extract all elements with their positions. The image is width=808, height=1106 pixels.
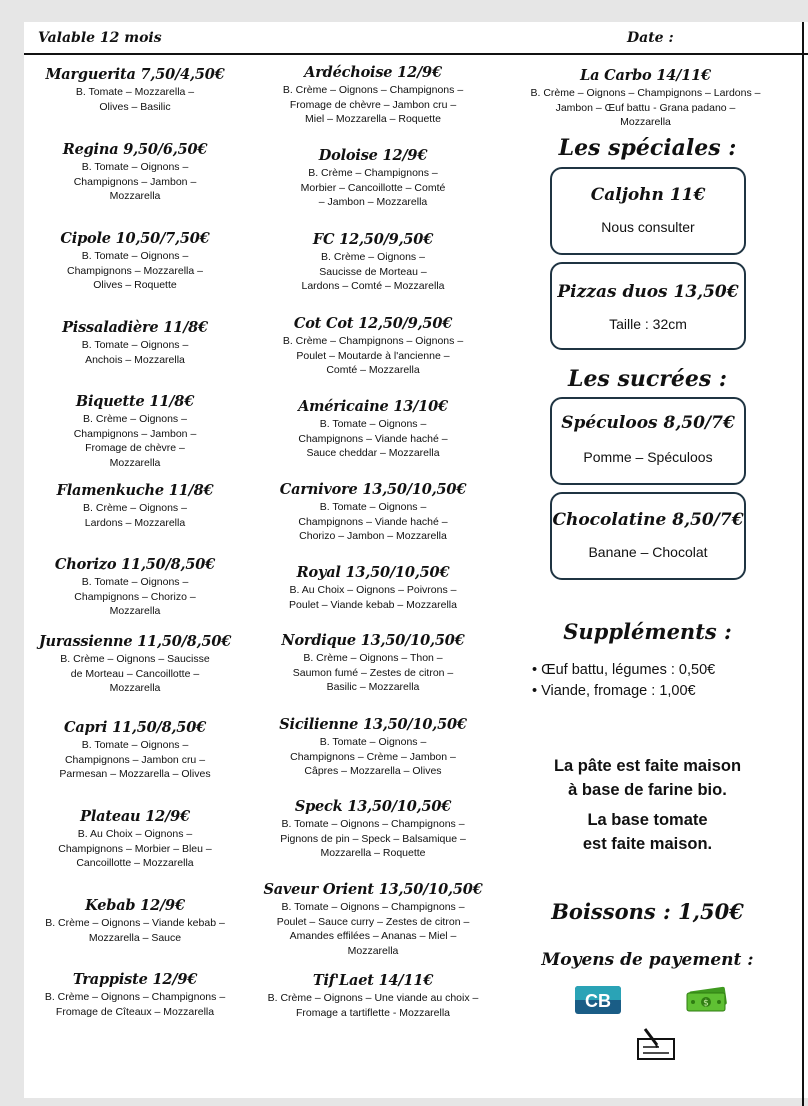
payment-heading: Moyens de payement : xyxy=(541,950,754,970)
pizza-flamenkuche xyxy=(30,482,240,530)
pizza-trappiste xyxy=(30,971,240,1019)
supplement-item: • Œuf battu, légumes : 0,50€ xyxy=(532,662,716,678)
pizza-sicilienne xyxy=(258,716,488,779)
pizza-doloise xyxy=(258,147,488,210)
card-chocolatine xyxy=(550,492,746,580)
pizza-title: Américaine 13/10€ xyxy=(298,398,448,415)
pizza-desc: B. Tomate – Oignons – Champignons – Pignons de pin – Speck – Balsamique – Mozzarella – Roquette xyxy=(280,818,466,860)
card-title: Chocolatine 8,50/7€ xyxy=(552,510,744,530)
pizza-title: Pissaladière 11/8€ xyxy=(62,319,208,336)
speciales-heading: Les spéciales : xyxy=(558,135,737,161)
pizza-title: Tif'Laet 14/11€ xyxy=(312,972,434,989)
pizza-desc: B. Crème – Oignons – Une viande au choix – Fromage a tartiflette - Mozzarella xyxy=(267,992,479,1019)
card-title: Spéculoos 8,50/7€ xyxy=(561,413,735,433)
pizza-biquette xyxy=(30,393,240,470)
pizza-desc: B. Tomate – Oignons – Champignons – Viande haché – Sauce cheddar – Mozzarella xyxy=(298,418,448,460)
pizza-title: Cot Cot 12,50/9,50€ xyxy=(293,315,453,332)
pizza-desc: B. Crème – Oignons – Champignons – Jambon – Fromage de chèvre – Mozzarella xyxy=(73,413,197,469)
pizza-desc: B. Tomate – Oignons – Champignons – Chorizo – Mozzarella xyxy=(74,576,196,618)
pizza-desc: B. Crème – Champignons – Morbier – Cancoillotte – Comté – Jambon – Mozzarella xyxy=(300,167,446,209)
pizza-capri xyxy=(30,719,240,782)
pizza-chorizo xyxy=(30,556,240,619)
pizza-title: Carnivore 13,50/10,50€ xyxy=(279,481,467,498)
sucrees-heading: Les sucrées : xyxy=(567,366,728,392)
pizza-regina xyxy=(30,141,240,204)
right-border xyxy=(802,22,804,1106)
pate-info: La pâte est faite maison à base de farine bio. xyxy=(553,757,742,799)
pizza-carnivore xyxy=(258,481,488,544)
pizza-title: Chorizo 11,50/8,50€ xyxy=(54,556,216,573)
pizza-title: Capri 11,50/8,50€ xyxy=(64,719,206,736)
pizza-speck xyxy=(258,798,488,861)
pizza-desc: B. Crème – Oignons – Thon – Saumon fumé – Zestes de citron – Basilic – Mozzarella xyxy=(292,652,454,694)
pizza-desc: B. Tomate – Oignons – Anchois – Mozzarella xyxy=(81,339,189,366)
boissons-heading: Boissons : 1,50€ xyxy=(551,899,744,924)
card-subtitle: Banane – Chocolat xyxy=(588,544,708,560)
pizza-la-carbo xyxy=(513,67,778,130)
pizza-title: Saveur Orient 13,50/10,50€ xyxy=(263,881,483,898)
pizza-title: Royal 13,50/10,50€ xyxy=(296,564,450,581)
card-subtitle: Pomme – Spéculoos xyxy=(583,449,713,465)
pizza-desc: B. Tomate – Oignons – Champignons – Jambon cru – Parmesan – Mozzarella – Olives xyxy=(59,739,211,781)
pizza-title: Cipole 10,50/7,50€ xyxy=(60,230,210,247)
card-subtitle: Taille : 32cm xyxy=(609,316,687,332)
pizza-title: Sicilienne 13,50/10,50€ xyxy=(279,716,467,733)
pizza-title: Doloise 12/9€ xyxy=(318,147,428,164)
date-label: Date : xyxy=(627,30,674,46)
pizza-royal xyxy=(258,564,488,612)
pizza-saveur-orient xyxy=(258,881,488,958)
pizza-desc: B. Crème – Oignons – Saucisse de Morteau – Lardons – Comté – Mozzarella xyxy=(301,251,445,293)
pizza-nordique xyxy=(258,632,488,695)
credit-card-icon xyxy=(575,986,621,1014)
pizza-kebab xyxy=(30,897,240,945)
pizza-pissaladiere xyxy=(30,319,240,367)
pizza-desc: B. Tomate – Mozzarella – Olives – Basilic xyxy=(75,86,195,113)
pizza-desc: B. Tomate – Oignons – Champignons – Poulet – Sauce curry – Zestes de citron – Amandes effilées – Ananas – Miel – Mozzarella xyxy=(276,901,470,957)
pizza-desc: B. Crème – Oignons – Lardons – Mozzarella xyxy=(83,502,187,529)
pizza-title: Kebab 12/9€ xyxy=(85,897,185,914)
pizza-cot-cot xyxy=(258,315,488,378)
pizza-ardechoise xyxy=(258,64,488,127)
pizza-cipole xyxy=(30,230,240,293)
pizza-title: Speck 13,50/10,50€ xyxy=(294,798,452,815)
pizza-title: Plateau 12/9€ xyxy=(80,808,190,825)
pizza-americaine xyxy=(258,398,488,461)
base-info: La base tomate est faite maison. xyxy=(582,811,713,853)
pizza-jurassienne xyxy=(30,633,240,696)
card-caljohn xyxy=(550,167,746,255)
pizza-title: Ardéchoise 12/9€ xyxy=(304,64,442,81)
pizza-fc xyxy=(258,231,488,294)
pizza-desc: B. Crème – Oignons – Viande kebab – Mozzarella – Sauce xyxy=(45,917,225,944)
pizza-plateau xyxy=(30,808,240,871)
pizza-desc: B. Au Choix – Oignons – Poivrons – Poulet – Viande kebab – Mozzarella xyxy=(289,584,457,611)
card-pizzas-duos xyxy=(550,262,746,350)
card-subtitle: Nous consulter xyxy=(601,219,695,235)
cash-icon xyxy=(684,985,730,1013)
supplements-list xyxy=(532,660,715,702)
pizza-title: Trappiste 12/9€ xyxy=(72,971,198,988)
pizza-title: Jurassienne 11,50/8,50€ xyxy=(38,633,232,650)
pizza-desc: B. Tomate – Oignons – Champignons – Mozzarella – Olives – Roquette xyxy=(67,250,203,292)
pizza-desc: B. Tomate – Oignons – Champignons – Viande haché – Chorizo – Jambon – Mozzarella xyxy=(298,501,448,543)
pizza-tiflaet xyxy=(252,972,494,1020)
card-title: Pizzas duos 13,50€ xyxy=(557,282,739,302)
pizza-desc: B. Crème – Oignons – Champignons – Lardons – Jambon – Œuf battu - Grana padano – Mozzarella xyxy=(530,87,761,129)
header-divider xyxy=(24,53,808,55)
pizza-marguerita xyxy=(30,66,240,114)
svg-text:$: $ xyxy=(703,998,709,1009)
pizza-desc: B. Au Choix – Oignons – Champignons – Morbier – Bleu – Cancoillotte – Mozzarella xyxy=(58,828,212,870)
cheque-icon xyxy=(635,1027,677,1061)
pizza-desc: B. Crème – Oignons – Saucisse de Morteau – Cancoillotte – Mozzarella xyxy=(60,653,210,695)
pizza-title: Flamenkuche 11/8€ xyxy=(56,482,214,499)
pizza-title: Regina 9,50/6,50€ xyxy=(62,141,208,158)
pizza-desc: B. Crème – Champignons – Oignons – Poulet – Moutarde à l'ancienne – Comté – Mozzarella xyxy=(282,335,464,377)
validity-label: Valable 12 mois xyxy=(38,30,162,46)
card-title: Caljohn 11€ xyxy=(590,185,706,205)
pizza-desc: B. Tomate – Oignons – Champignons – Jambon – Mozzarella xyxy=(73,161,197,203)
pizza-desc: B. Tomate – Oignons – Champignons – Crème – Jambon – Câpres – Mozzarella – Olives xyxy=(290,736,456,778)
pizza-desc: B. Crème – Oignons – Champignons – Fromage de chèvre – Jambon cru – Miel – Mozzarella – Roquette xyxy=(282,84,464,126)
pizza-title: FC 12,50/9,50€ xyxy=(312,231,434,248)
pizza-title: Biquette 11/8€ xyxy=(75,393,195,410)
cb-logo-text: CB xyxy=(585,991,611,1011)
pizza-desc: B. Crème – Oignons – Champignons – Fromage de Cîteaux – Mozzarella xyxy=(44,991,226,1018)
pizza-title: La Carbo 14/11€ xyxy=(580,67,711,84)
supplements-heading: Suppléments : xyxy=(563,619,732,644)
pizza-title: Nordique 13,50/10,50€ xyxy=(281,632,465,649)
supplement-item: • Viande, fromage : 1,00€ xyxy=(532,683,696,699)
pizza-title: Marguerita 7,50/4,50€ xyxy=(45,66,225,83)
card-speculoos xyxy=(550,397,746,485)
